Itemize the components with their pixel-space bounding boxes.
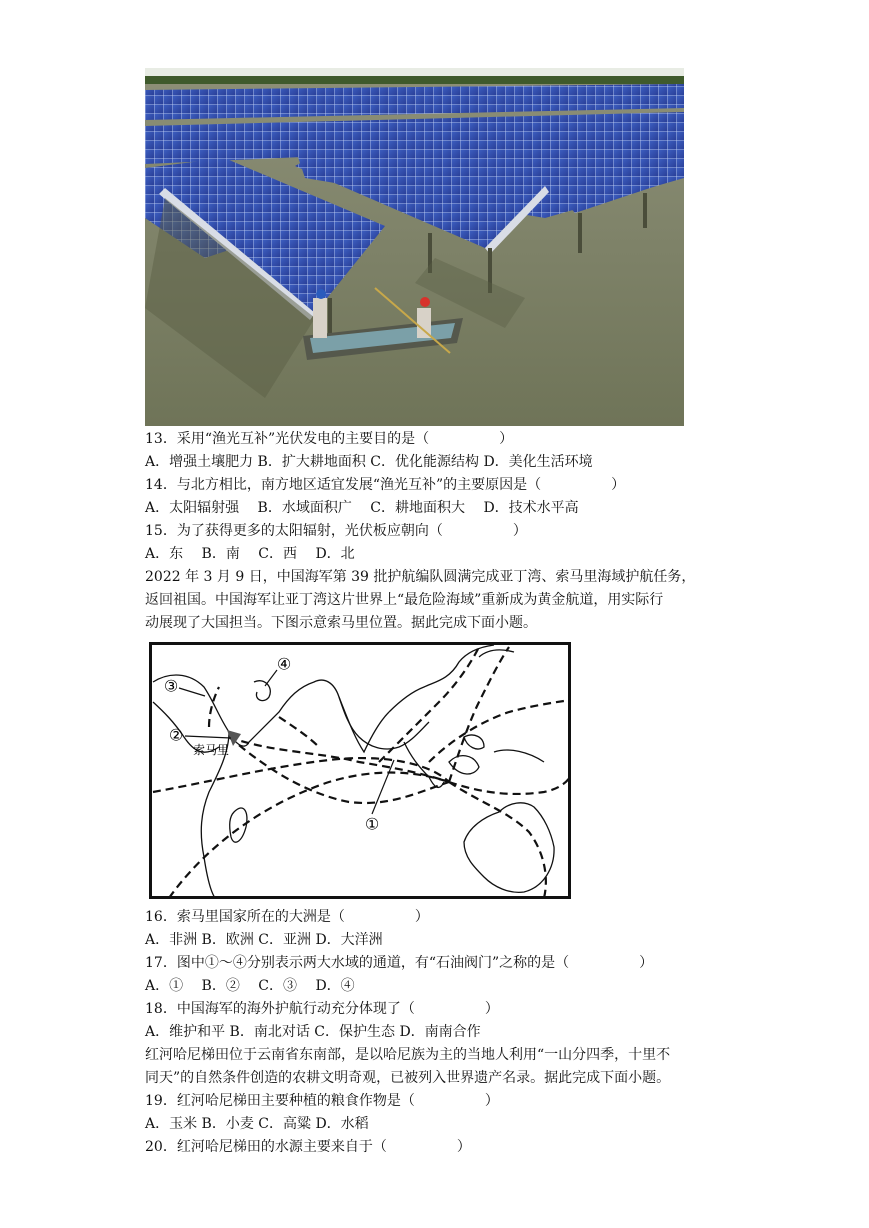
question-16-stem: 16．索马里国家所在的大洲是（ ） — [145, 909, 429, 925]
question-20-stem: 20．红河哈尼梯田的水源主要来自于（ ） — [145, 1139, 471, 1155]
passage-hani-terraces — [145, 1044, 730, 1090]
map-label-somalia: 索马里 — [193, 743, 230, 757]
marker-3: ③ — [163, 676, 179, 696]
question-15-stem: 15．为了获得更多的太阳辐射，光伏板应朝向（ ） — [145, 523, 527, 539]
marker-4: ④ — [276, 654, 292, 674]
question-19-stem: 19．红河哈尼梯田主要种植的粮食作物是（ ） — [145, 1093, 499, 1109]
question-13-stem: 13．采用“渔光互补”光伏发电的主要目的是（ ） — [145, 431, 514, 447]
marker-2: ② — [168, 725, 184, 745]
passage-line: 2022 年 3 月 9 日，中国海军第 39 批护航编队圆满完成亚丁湾、索马里海域护航任务， — [145, 569, 696, 585]
passage-line: 动展现了大国担当。下图示意索马里位置。据此完成下面小题。 — [145, 615, 537, 631]
somalia-location-map — [149, 642, 571, 899]
solar-panel-fishpond-photo — [145, 68, 684, 426]
question-13-options: A．增强土壤肥力 B．扩大耕地面积 C．优化能源结构 D．美化生活环境 — [145, 454, 593, 470]
question-17-stem: 17．图中①～④分别表示两大水域的通道，有“石油阀门”之称的是（ ） — [145, 955, 654, 971]
question-14-stem: 14．与北方相比，南方地区适宜发展“渔光互补”的主要原因是（ ） — [145, 477, 626, 493]
question-17-options: A．① B．② C．③ D．④ — [145, 978, 355, 994]
passage-line: 红河哈尼梯田位于云南省东南部，是以哈尼族为主的当地人利用“一山分四季，十里不 — [145, 1047, 671, 1063]
question-18-stem: 18．中国海军的海外护航行动充分体现了（ ） — [145, 1001, 499, 1017]
question-19-options: A．玉米 B．小麦 C．高粱 D．水稻 — [145, 1116, 369, 1132]
passage-somalia — [145, 566, 730, 635]
question-14-options: A．太阳辐射强 B．水域面积广 C．耕地面积大 D．技术水平高 — [145, 500, 579, 516]
passage-line: 同天”的自然条件创造的农耕文明奇观，已被列入世界遗产名录。据此完成下面小题。 — [145, 1070, 671, 1086]
marker-1: ① — [364, 814, 380, 834]
passage-line: 返回祖国。中国海军让亚丁湾这片世界上“最危险海域”重新成为黄金航道，用实际行 — [145, 592, 664, 608]
question-16-options: A．非洲 B．欧洲 C．亚洲 D．大洋洲 — [145, 932, 383, 948]
question-15-options: A．东 B．南 C．西 D．北 — [145, 546, 355, 562]
question-18-options: A．维护和平 B．南北对话 C．保护生态 D．南南合作 — [145, 1024, 481, 1040]
